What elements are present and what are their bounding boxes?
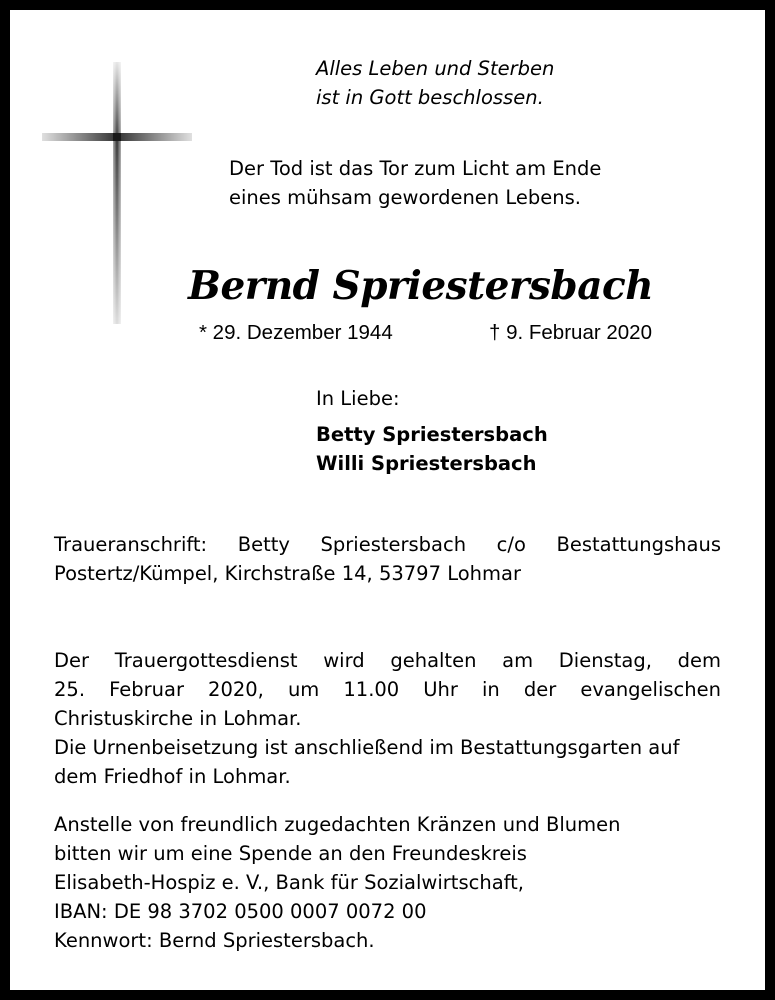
mourner-name: Betty Spriestersbach (316, 423, 548, 446)
death-date: † 9. Februar 2020 (489, 321, 652, 344)
service-line: 25. Februar 2020, um 11.00 Uhr in der evangelischen (54, 678, 721, 701)
funeral-service-info (54, 646, 721, 791)
donation-iban: IBAN: DE 98 3702 0500 0007 0072 00 (54, 900, 427, 923)
mourners-label: In Liebe: (316, 387, 400, 410)
deceased-name: Bernd Spriestersbach (188, 263, 654, 309)
service-line: Der Trauergottesdienst wird gehalten am Dienstag, dem (54, 649, 721, 672)
birth-date: * 29. Dezember 1944 (199, 321, 393, 344)
quote-line: Alles Leben und Sterben (316, 57, 555, 80)
donation-line: Kennwort: Bernd Spriestersbach. (54, 929, 375, 952)
opening-quote (316, 54, 554, 112)
quote-line: ist in Gott beschlossen. (316, 86, 544, 109)
saying-line: eines mühsam gewordenen Lebens. (229, 186, 581, 209)
donation-line: Anstelle von freundlich zugedachten Kränzen und Blumen (54, 813, 621, 836)
saying-line: Der Tod ist das Tor zum Licht am Ende (229, 157, 602, 180)
donation-line: Elisabeth-Hospiz e. V., Bank für Sozialwirtschaft, (54, 871, 525, 894)
donation-info (54, 810, 721, 955)
service-line: Die Urnenbeisetzung ist anschließend im Bestattungsgarten auf (54, 736, 680, 759)
service-line: Christuskirche in Lohmar. (54, 707, 302, 730)
mourners-names (316, 420, 548, 478)
service-line: dem Friedhof in Lohmar. (54, 765, 291, 788)
cross-icon (42, 62, 192, 324)
donation-line: bitten wir um eine Spende an den Freundeskreis (54, 842, 527, 865)
saying (229, 154, 601, 212)
obituary-card (10, 10, 765, 990)
mourning-address (54, 530, 721, 588)
address-line: Postertz/Kümpel, Kirchstraße 14, 53797 Lohmar (54, 562, 521, 585)
mourner-name: Willi Spriestersbach (316, 452, 537, 475)
address-line: Traueranschrift: Betty Spriestersbach c/o Bestattungshaus (54, 533, 721, 556)
